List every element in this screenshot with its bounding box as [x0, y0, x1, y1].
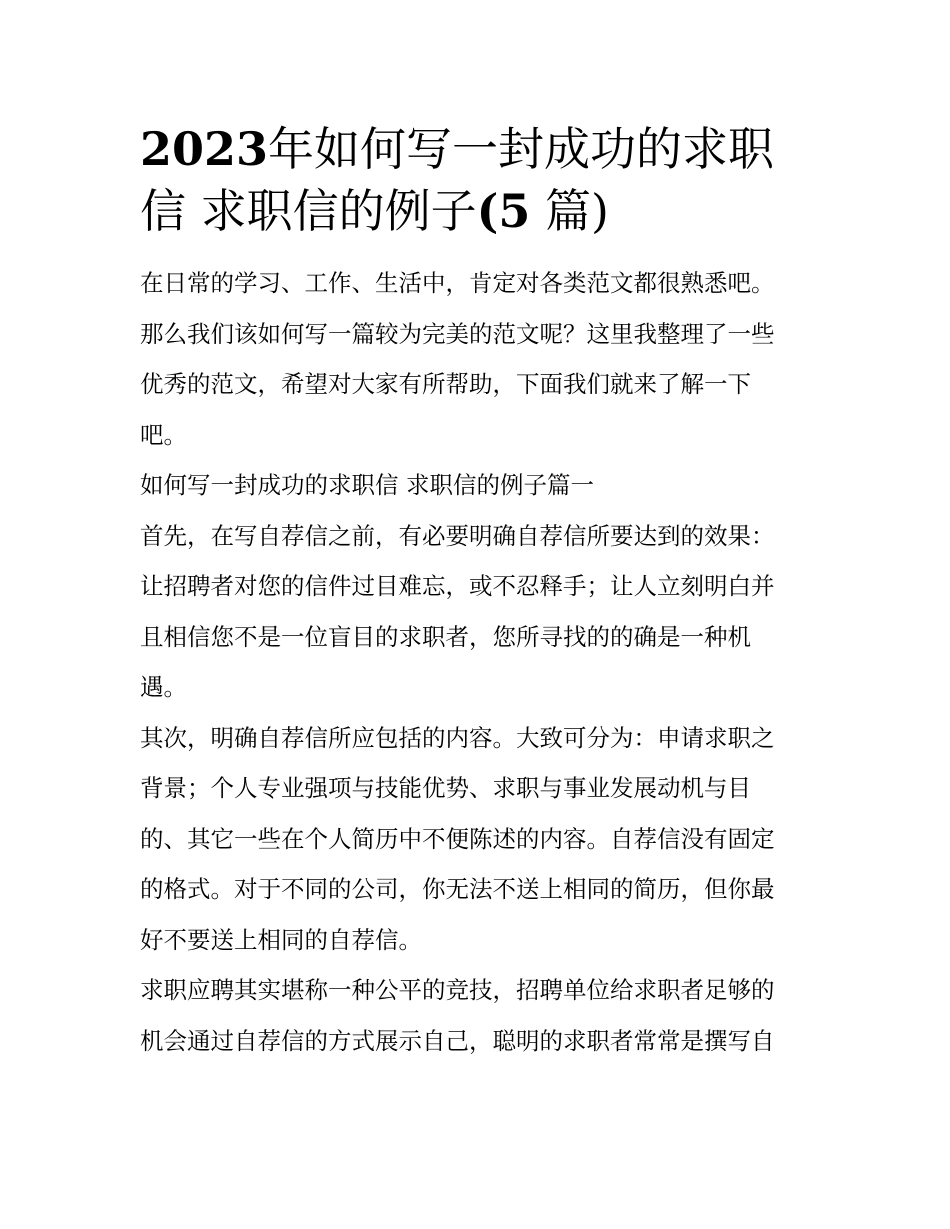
paragraph-line: 吧。 [140, 420, 187, 449]
paragraph-line: 求职应聘其实堪称一种公平的竞技，招聘单位给求职者足够的 [140, 976, 775, 1004]
paragraph [140, 965, 812, 1066]
paragraph-line: 且相信您不是一位盲目的求职者，您所寻找的的确是一种机 [140, 622, 751, 651]
paragraph [140, 713, 812, 966]
paragraph [140, 460, 812, 511]
paragraph [140, 258, 812, 460]
paragraph-line: 的格式。对于不同的公司，你无法不送上相同的简历，但你最 [140, 875, 775, 903]
paragraph-line: 首先，在写自荐信之前，有必要明确自荐信所要达到的效果： [140, 521, 775, 550]
title-year: 2023 [140, 122, 269, 176]
paragraph-line: 遇。 [140, 673, 187, 701]
paragraph-line: 机会通过自荐信的方式展示自己，聪明的求职者常常是撰写自 [140, 1026, 775, 1055]
paragraph-line: 其次，明确自荐信所应包括的内容。大致可分为：申请求职之 [140, 723, 775, 752]
title-count: (5 [476, 184, 531, 238]
paragraph-line: 优秀的范文，希望对大家有所帮助，下面我们就来了解一下 [140, 370, 751, 398]
paragraph-line: 好不要送上相同的自荐信。 [140, 925, 422, 954]
title-count-suffix: 篇) [530, 184, 609, 238]
paragraph-line: 让招聘者对您的信件过目难忘，或不忍释手；让人立刻明白并 [140, 572, 775, 600]
paragraph [140, 511, 812, 713]
paragraph-line: 如何写一封成功的求职信 求职信的例子篇一 [140, 471, 594, 499]
paragraph-line: 背景；个人专业强项与技能优势、求职与事业发展动机与目 [140, 774, 751, 802]
paragraph-line: 在日常的学习、工作、生活中，肯定对各类范文都很熟悉吧。 [140, 269, 775, 297]
title-main: 年如何写一封成功的求职信 求职信的例子 [140, 122, 775, 238]
document-body [140, 258, 812, 1066]
document-title [140, 118, 812, 242]
document-content [140, 118, 812, 1066]
paragraph-line: 那么我们该如何写一篇较为完美的范文呢？这里我整理了一些 [140, 319, 775, 348]
paragraph-line: 的、其它一些在个人简历中不便陈述的内容。自荐信没有固定 [140, 824, 775, 853]
